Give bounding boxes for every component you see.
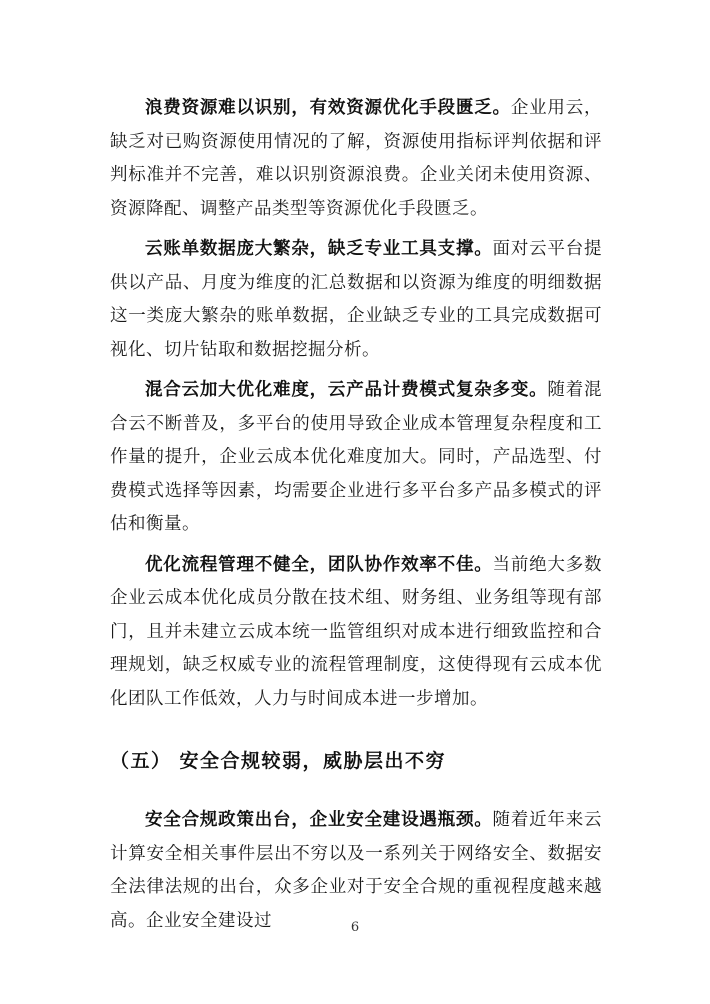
paragraph-lead: 浪费资源难以识别，有效资源优化手段匮乏。 [145,98,511,118]
paragraph-lead: 混合云加大优化难度，云产品计费模式复杂多变。 [145,380,548,400]
page-number: 6 [350,920,360,935]
paragraph-body: 随着近年来云计算安全相关事件层出不穷以及一系列关于网络安全、数据安全法律法规的出台，众多企业对于安全合规的重视程度越来越高。企业安全建设过 [110,810,603,931]
paragraph-resource-waste [110,92,602,226]
paragraph-body: 面对云平台提供以产品、月度为维度的汇总数据和以资源为维度的明细数据这一类庞大繁杂的账单数据，企业缺乏专业的工具完成数据可视化、切片钻取和数据挖掘分析。 [110,239,603,360]
paragraph-process-management [110,549,602,717]
paragraph-lead: 云账单数据庞大繁杂，缺乏专业工具支撑。 [145,239,493,259]
paragraph-hybrid-cloud [110,374,602,542]
paragraph-security-compliance [110,804,602,938]
paragraph-body: 当前绝大多数企业云成本优化成员分散在技术组、财务组、业务组等现有部门，且并未建立云成本统一监管组织对成本进行细致监控和合理规划，缺乏权威专业的流程管理制度，这使得现有云成本优化团队工作低效，人力与时间成本进一步增加。 [110,554,603,709]
section-title: 安全合规较弱，威胁层出不穷 [179,750,447,772]
paragraph-lead: 安全合规政策出台，企业安全建设遇瓶颈。 [145,810,493,830]
paragraph-billing-data [110,233,602,367]
paragraph-body: 随着混合云不断普及，多平台的使用导致企业成本管理复杂程度和工作量的提升，企业云成本优化难度加大。同时，产品选型、付费模式选择等因素，均需要企业进行多平台多产品多模式的评估和衡量。 [110,380,603,534]
section-number: （五） [110,750,172,772]
page-content [110,92,602,945]
section-heading [110,746,602,776]
paragraph-lead: 优化流程管理不健全，团队协作效率不佳。 [145,554,493,575]
paragraph-body: 企业用云，缺乏对已购资源使用情况的了解，资源使用指标评判依据和评判标准并不完善，难以识别资源浪费。企业关闭未使用资源、资源降配、调整产品类型等资源优化手段匮乏。 [110,98,603,219]
